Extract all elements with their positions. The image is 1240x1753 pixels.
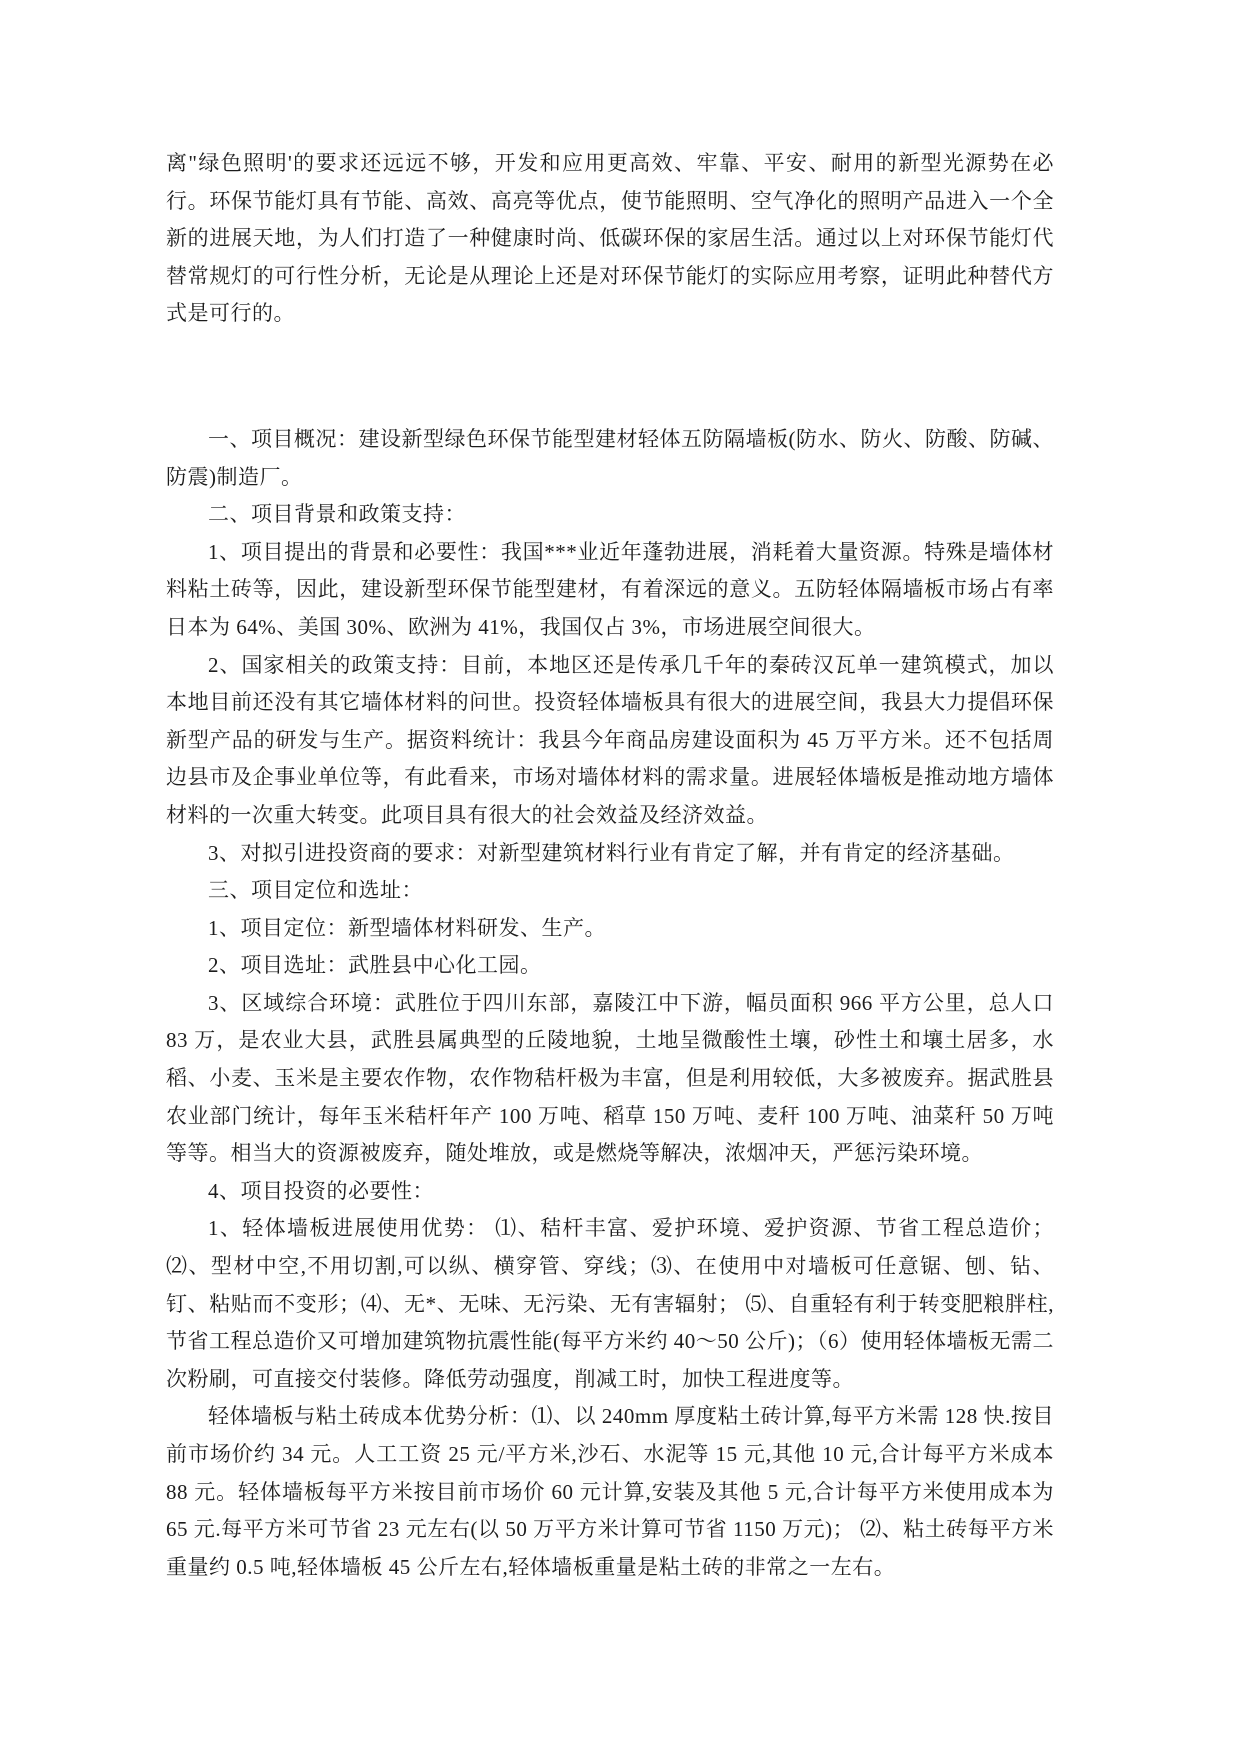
item-3-investor-requirements: 3、对拟引进投资商的要求：对新型建筑材料行业有肯定了解，并有肯定的经济基础。	[208, 840, 1015, 865]
item-advantages-lightweight-wallboard: 1、轻体墙板进展使用优势： ⑴、秸杆丰富、爱护环境、爱护资源、节省工程总造价；⑵、型材中空,不用切割,可以纵、横穿管、穿线；⑶、在使用中对墙板可任意锯、刨、钻、钉、粘贴而不变形；⑷、无*、无味、无污染、无有害辐射； ⑸、自重轻有利于转变肥粮胖柱,节省工程总造价又可增加建筑物抗震性能(每平方米约 40～50 公斤)；（6）使用轻体墙板无需二次粉刷，可直接交付装修。降低劳动强度，削减工时，加快工程进度等。	[166, 1216, 1054, 1391]
section-3-heading-location: 三、项目定位和选址：	[208, 878, 423, 903]
section-1-project-overview: 一、项目概况：建设新型绿色环保节能型建材轻体五防隔墙板(防水、防火、防酸、防碱、防震)制造厂。	[166, 426, 1054, 489]
item-2-project-site: 2、项目选址：武胜县中心化工园。	[208, 953, 542, 978]
document-text-body	[166, 145, 1054, 1586]
paragraph-cost-comparison: 轻体墙板与粘土砖成本优势分析：⑴、以 240mm 厚度粘土砖计算,每平方米需 128 快.按目前市场价约 34 元。人工工资 25 元/平方米,沙石、水泥等 15 元,其他 10 元,合计每平方米成本 88 元。轻体墙板每平方米按目前市场价 60 元计算,安装及其他 5 元,合计每平方米使用成本为 65 元.每平方米可节省 23 元左右(以 50 万平方米计算可节省 1150 万元)； ⑵、粘土砖每平方米重量约 0.5 吨,轻体墙板 45 公斤左右,轻体墙板重量是粘土砖的非常之一左右。	[166, 1404, 1054, 1579]
item-4-investment-necessity: 4、项目投资的必要性：	[208, 1178, 434, 1203]
section-2-heading-background-policy: 二、项目背景和政策支持：	[208, 502, 466, 527]
item-2-policy-support: 2、国家相关的政策支持：目前，本地区还是传承几千年的秦砖汉瓦单一建筑模式，加以本地目前还没有其它墙体材料的问世。投资轻体墙板具有很大的进展空间，我县大力提倡环保新型产品的研发与生产。据资料统计：我县今年商品房建设面积为 45 万平方米。还不包括周边县市及企事业单位等，有此看来，市场对墙体材料的需求量。进展轻体墙板是推动地方墙体材料的一次重大转变。此项目具有很大的社会效益及经济效益。	[166, 652, 1054, 827]
item-3-regional-environment: 3、区域综合环境：武胜位于四川东部，嘉陵江中下游，幅员面积 966 平方公里，总人口 83 万，是农业大县，武胜县属典型的丘陵地貌，土地呈微酸性土壤，砂性土和壤土居多，水稻、小麦、玉米是主要农作物，农作物秸杆极为丰富，但是利用较低，大多被废弃。据武胜县农业部门统计，每年玉米秸杆年产 100 万吨、稻草 150 万吨、麦秆 100 万吨、油菜秆 50 万吨等等。相当大的资源被废弃，随处堆放，或是燃烧等解决，浓烟冲天，严惩污染环境。	[166, 990, 1054, 1166]
item-1-project-positioning: 1、项目定位：新型墙体材料研发、生产。	[208, 915, 606, 940]
paragraph-green-lighting-conclusion: 离"绿色照明'的要求还远远不够，开发和应用更高效、牢靠、平安、耐用的新型光源势在必行。环保节能灯具有节能、高效、高亮等优点，使节能照明、空气净化的照明产品进入一个全新的进展天地，为人们打造了一种健康时尚、低碳环保的家居生活。通过以上对环保节能灯代替常规灯的可行性分析，无论是从理论上还是对环保节能灯的实际应用考察，证明此种替代方式是可行的。	[166, 151, 1054, 326]
item-1-background-necessity: 1、项目提出的背景和必要性：我国***业近年蓬勃进展，消耗着大量资源。特殊是墙体材料粘土砖等，因此，建设新型环保节能型建材，有着深远的意义。五防轻体隔墙板市场占有率日本为 64%、美国 30%、欧洲为 41%，我国仅占 3%，市场进展空间很大。	[166, 539, 1054, 639]
